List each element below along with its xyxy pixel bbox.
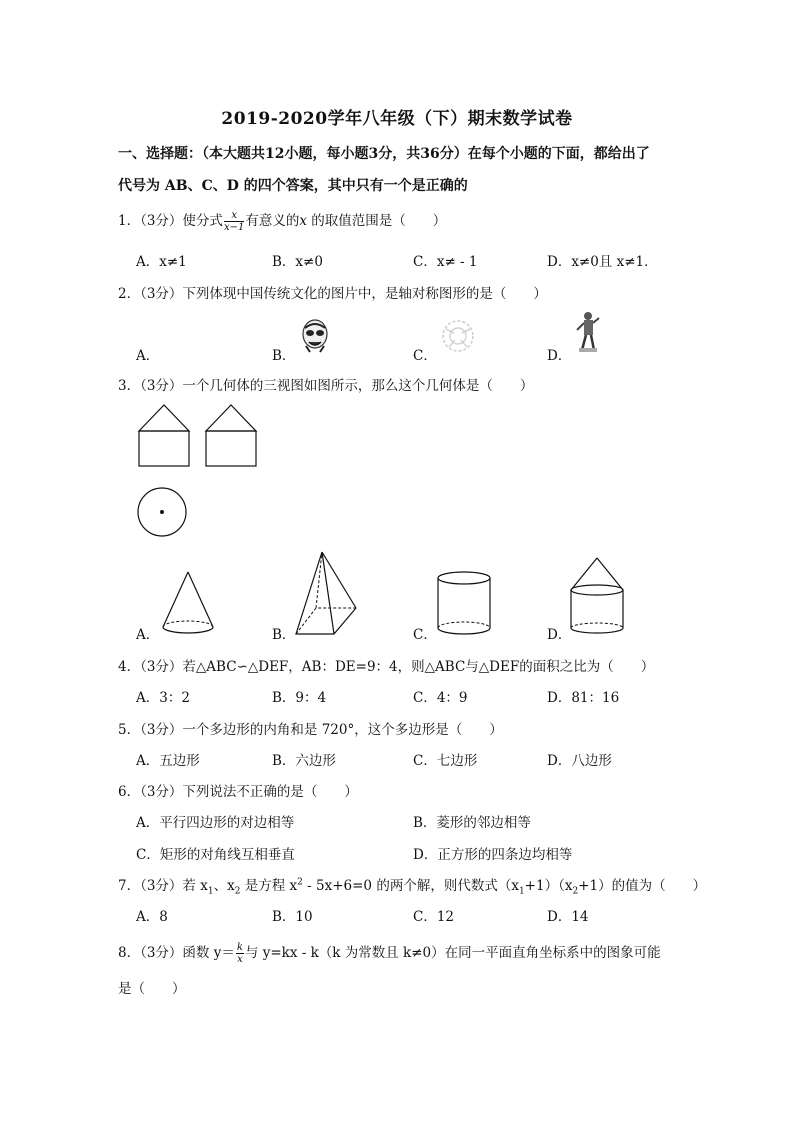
q4-option-d[interactable]: D．81：16 bbox=[547, 690, 620, 706]
q2-option-c[interactable]: C． bbox=[413, 348, 437, 364]
q3-option-d[interactable]: D． bbox=[547, 627, 572, 643]
q4-option-c[interactable]: C．4：9 bbox=[413, 690, 468, 706]
traditional-figure-image bbox=[575, 310, 601, 354]
q7-option-a[interactable]: A．8 bbox=[136, 909, 168, 925]
q7-option-c[interactable]: C．12 bbox=[413, 909, 455, 925]
front-view-figure bbox=[138, 404, 190, 468]
question-5-stem: 5．（3分）一个多边形的内角和是 720°，这个多边形是（ ） bbox=[118, 722, 503, 738]
pyramid-figure bbox=[294, 550, 360, 638]
q3-option-b[interactable]: B． bbox=[272, 627, 296, 643]
opera-mask-image bbox=[300, 318, 330, 354]
q1-option-d[interactable]: D．x≠0且 x≠1． bbox=[547, 254, 658, 270]
q2-option-b[interactable]: B． bbox=[272, 348, 296, 364]
q1-option-a[interactable]: A．x≠1 bbox=[136, 254, 187, 270]
q1-text-b: 有意义的 bbox=[245, 213, 300, 229]
q5-option-a[interactable]: A．五边形 bbox=[136, 753, 200, 769]
q5-option-d[interactable]: D．八边形 bbox=[547, 753, 612, 769]
cylinder-figure bbox=[436, 570, 494, 638]
question-4-stem: 4．（3分）若△ABC∽△DEF，AB：DE=9：4，则△ABC与△DEF的面积之比为（ ） bbox=[118, 659, 655, 675]
question-8-stem-line2: 是（ ） bbox=[118, 981, 186, 997]
q7-option-d[interactable]: D．14 bbox=[547, 909, 589, 925]
top-view-figure bbox=[137, 488, 189, 540]
question-6-stem: 6．（3分）下列说法不正确的是（ ） bbox=[118, 784, 358, 800]
q5-option-c[interactable]: C．七边形 bbox=[413, 753, 478, 769]
q5-option-b[interactable]: B．六边形 bbox=[272, 753, 336, 769]
q1-text-c: 的取值范围是（ ） bbox=[306, 213, 447, 229]
q1-fraction: $\frac{x}{x-1}$ bbox=[223, 210, 245, 233]
question-8-stem: 8．（3分）函数 y＝ $\frac{k}{x}$ 与 y=kx - k（k 为常数且 k≠0）在同一平面直角坐标系中的图象可能 bbox=[118, 942, 661, 965]
q4-option-a[interactable]: A．3：2 bbox=[136, 690, 190, 706]
q7-option-b[interactable]: B．10 bbox=[272, 909, 313, 925]
question-1-stem bbox=[118, 209, 446, 233]
q6-option-a[interactable]: A．平行四边形的对边相等 bbox=[136, 815, 295, 831]
q1-text-a: 1．（3分）使分式 bbox=[118, 213, 223, 229]
side-view-figure bbox=[205, 404, 257, 468]
q3-option-c[interactable]: C． bbox=[413, 627, 437, 643]
section-heading bbox=[118, 138, 688, 202]
page-title: 2019-2020学年八年级（下）期末数学试卷 bbox=[221, 109, 573, 129]
q1-option-b[interactable]: B．x≠0 bbox=[272, 254, 323, 270]
q2-option-a[interactable]: A． bbox=[136, 348, 160, 364]
q6-option-d[interactable]: D．正方形的四条边均相等 bbox=[413, 847, 573, 863]
q3-option-a[interactable]: A． bbox=[136, 627, 160, 643]
q8-fraction: $\frac{k}{x}$ bbox=[236, 942, 243, 965]
q2-option-d[interactable]: D． bbox=[547, 348, 572, 364]
paper-cut-image bbox=[440, 319, 476, 353]
question-2-stem: 2．（3分）下列体现中国传统文化的图片中，是轴对称图形的是（ ） bbox=[118, 286, 547, 302]
q1-option-c[interactable]: C．x≠ - 1 bbox=[413, 254, 478, 270]
section-heading-line1: 一、选择题：（本大题共12小题，每小题3分，共36分）在每个小题的下面，都给出了 bbox=[118, 146, 650, 162]
q1-var: x bbox=[299, 213, 307, 229]
q4-option-b[interactable]: B．9：4 bbox=[272, 690, 327, 706]
section-heading-line2: 代号为 AB、C、D 的四个答案，其中只有一个是正确的 bbox=[118, 178, 468, 194]
question-7-stem: 7．（3分）若 $x_1$、$x_2$ 是方程 $x^2 - 5x+6=0$ 的两个解，则代数式$(x_1+1)(x_2+1)$的值为（ ） bbox=[118, 877, 707, 897]
q6-option-c[interactable]: C．矩形的对角线互相垂直 bbox=[136, 847, 295, 863]
cone-on-cylinder-figure bbox=[569, 556, 627, 638]
cone-figure bbox=[160, 570, 218, 636]
q6-option-b[interactable]: B．菱形的邻边相等 bbox=[413, 815, 531, 831]
question-3-stem: 3．（3分）一个几何体的三视图如图所示，那么这个几何体是（ ） bbox=[118, 378, 534, 394]
